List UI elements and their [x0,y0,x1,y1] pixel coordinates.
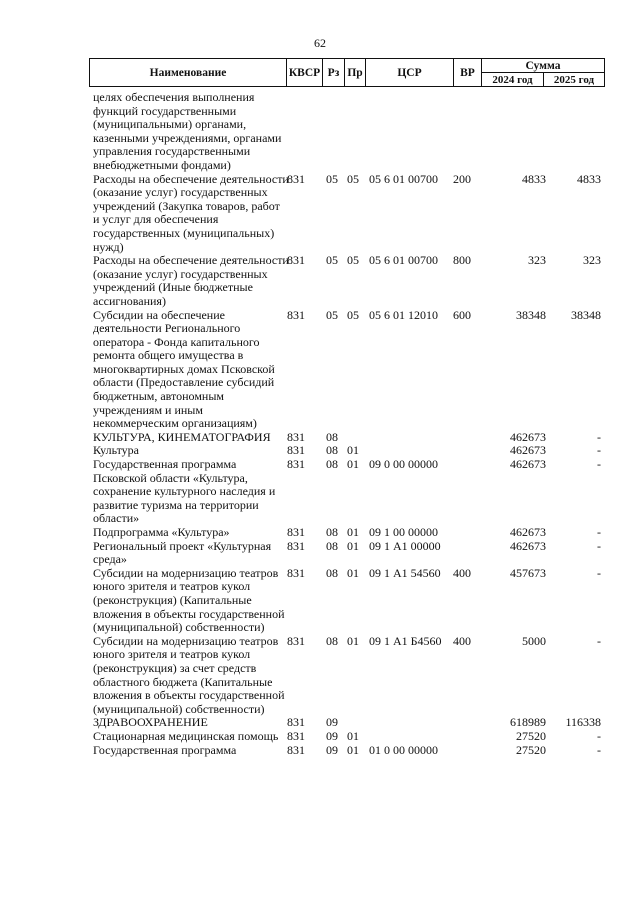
row-name: Государственная программа [93,742,237,757]
row-csr: 09 1 А1 54560 [369,565,441,580]
row-vr: 800 [453,253,471,268]
row-kvsr: 831 [287,742,305,757]
row-name: Расходы на обеспечение деятельности (оказание услуг) государственных учреждений (Закупка товаров, работ и услуг для обеспечения государственных (муниципальных) нужд) [93,171,289,254]
row-csr: 09 0 00 00000 [369,457,438,472]
row-csr: 09 1 А1 Б4560 [369,633,442,648]
row-csr: 01 0 00 00000 [369,742,438,757]
row-sum-2025: - [597,443,601,458]
row-sum-2024: 462673 [510,538,546,553]
row-sum-2024: 462673 [510,429,546,444]
row-pr: 01 [347,538,359,553]
row-sum-2025: - [597,457,601,472]
table-row [89,567,605,635]
row-kvsr: 831 [287,307,305,322]
row-sum-2024: 462673 [510,525,546,539]
row-name: Культура [93,443,139,458]
table-row [89,540,605,567]
row-sum-2024: 5000 [522,633,546,648]
row-sum-2025: - [597,565,601,580]
row-rz: 08 [326,443,338,458]
header-vr: ВР [453,59,481,86]
row-kvsr: 831 [287,429,305,444]
row-rz: 08 [326,565,338,580]
row-rz: 08 [326,429,338,444]
row-rz: 09 [326,715,338,730]
row-csr: 05 6 01 00700 [369,253,438,268]
row-sum-2024: 38348 [516,307,546,322]
table-row [89,254,605,308]
row-csr: 09 1 00 00000 [369,525,438,539]
row-name: Государственная программа Псковской области «Культура, сохранение культурного наследия и развитие туризма на территории области» [93,457,276,526]
row-sum-2025: - [597,633,601,648]
row-pr: 05 [347,307,359,322]
table-row [89,91,605,173]
header-pr: Пр [344,59,365,86]
row-sum-2025: - [597,742,601,757]
row-pr: 01 [347,443,359,458]
row-rz: 08 [326,525,338,539]
table-row [89,431,605,445]
row-rz: 09 [326,728,338,743]
row-pr: 01 [347,457,359,472]
row-name: Стационарная медицинская помощь [93,728,279,743]
row-kvsr: 831 [287,538,305,553]
table-body [89,91,605,757]
page-number: 62 [314,36,326,50]
table-row [89,730,605,744]
row-name: ЗДРАВООХРАНЕНИЕ [93,715,208,730]
table-row [89,744,605,758]
table-row [89,309,605,431]
header-year-2025: 2025 год [543,73,604,86]
row-kvsr: 831 [287,253,305,268]
row-sum-2024: 618989 [510,715,546,730]
row-sum-2025: 116338 [565,715,601,730]
row-sum-2025: 323 [583,253,601,268]
row-sum-2024: 27520 [516,728,546,743]
row-name: Расходы на обеспечение деятельности (оказание услуг) государственных учреждений (Иные бюджетные ассигнования) [93,253,289,308]
row-pr: 05 [347,253,359,268]
row-kvsr: 831 [287,525,305,539]
table-row [89,526,605,540]
row-kvsr: 831 [287,633,305,648]
row-sum-2024: 323 [528,253,546,268]
row-name: целях обеспечения выполнения функций государственными (муниципальными) органами, казенными учреждениями, органами управления государственными внебюджетными фондами) [93,90,282,172]
row-kvsr: 831 [287,457,305,472]
row-pr: 01 [347,525,359,539]
row-kvsr: 831 [287,171,305,186]
row-pr: 01 [347,742,359,757]
row-sum-2025: 4833 [577,171,601,186]
row-sum-2025: - [597,525,601,539]
header-csr: ЦСР [365,59,453,86]
table-row [89,716,605,730]
header-name: Наименование [149,66,227,79]
row-vr: 400 [453,565,471,580]
row-name: Региональный проект «Культурная среда» [93,538,272,567]
row-rz: 09 [326,742,338,757]
row-sum-2025: - [597,538,601,553]
row-name: Субсидии на обеспечение деятельности Регионального оператора - Фонда капитального ремонта общего имущества в многоквартирных домах Псковской области (Предоставление субсидий бюджетным, автономным учреждениям и иным некоммерческим организациям) [93,307,275,431]
row-sum-2025: - [597,429,601,444]
table-row [89,458,605,526]
row-rz: 05 [326,307,338,322]
row-rz: 08 [326,633,338,648]
row-sum-2024: 4833 [522,171,546,186]
row-name: КУЛЬТУРА, КИНЕМАТОГРАФИЯ [93,429,271,444]
table-row [89,173,605,255]
row-sum-2024: 27520 [516,742,546,757]
row-csr: 05 6 01 12010 [369,307,438,322]
row-name: Субсидии на модернизацию театров юного зрителя и театров кукол (реконструкция) (Капитальные вложения в объекты государственной (муниципальной) собственности) [93,565,285,635]
row-pr: 01 [347,728,359,743]
row-name: Подпрограмма «Культура» [93,525,230,539]
row-vr: 600 [453,307,471,322]
row-rz: 08 [326,457,338,472]
row-rz: 08 [326,538,338,553]
row-kvsr: 831 [287,715,305,730]
row-pr: 01 [347,565,359,580]
table-row [89,635,605,717]
header-year-2024: 2024 год [481,73,543,86]
row-sum-2025: 38348 [571,307,601,322]
row-rz: 05 [326,253,338,268]
row-sum-2025: - [597,728,601,743]
header-rz: Рз [322,59,344,86]
row-kvsr: 831 [287,443,305,458]
row-csr: 05 6 01 00700 [369,171,438,186]
header-sum: Сумма [481,59,604,73]
row-name: Субсидии на модернизацию театров юного зрителя и театров кукол (реконструкция) за счет средств областного бюджета (Капитальные вложения в объекты государственной (муниципальной) собственности) [93,633,285,716]
row-rz: 05 [326,171,338,186]
row-pr: 01 [347,633,359,648]
table-row [89,444,605,458]
row-csr: 09 1 А1 00000 [369,538,441,553]
table-header [89,58,605,87]
row-kvsr: 831 [287,728,305,743]
row-sum-2024: 457673 [510,565,546,580]
row-sum-2024: 462673 [510,443,546,458]
row-kvsr: 831 [287,565,305,580]
row-vr: 200 [453,171,471,186]
row-vr: 400 [453,633,471,648]
header-kvsr: КВСР [286,59,322,86]
row-pr: 05 [347,171,359,186]
row-sum-2024: 462673 [510,457,546,472]
